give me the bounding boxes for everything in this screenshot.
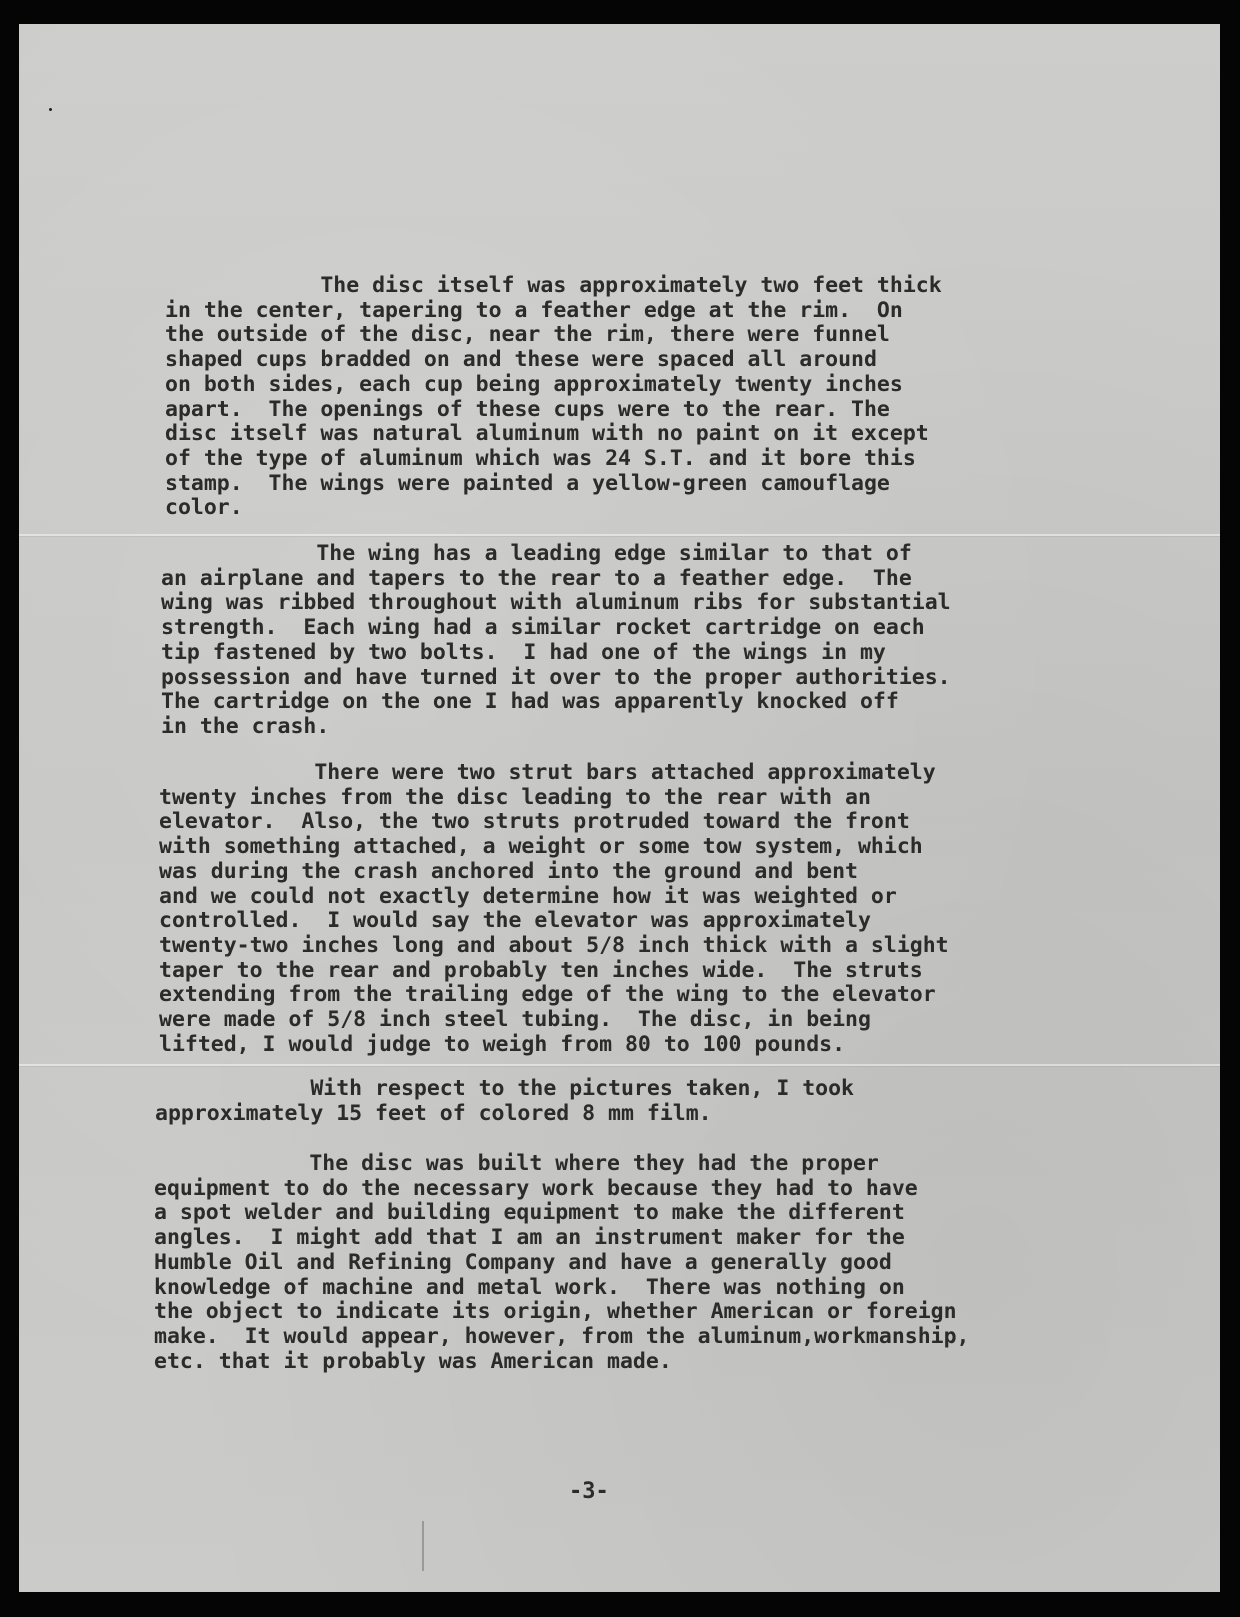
paragraph-strut-description: There were two strut bars attached approximately twenty inches from the disc leading to the rear with an elevator. Also, the two struts protruded toward the front with something attached, a weight or some tow system, which was during the crash anchored into the ground and bent and we could not exactly determine how it was weighted or controlled. I would say the elevator was approximately twenty-two inches long and about 5/8 inch thick with a slight taper to the rear and probably ten inches wide. The struts extending from the trailing edge of the wing to the elevator were made of 5/8 inch steel tubing. The disc, in being lifted, I would judge to weigh from 80 to 100 pounds. [159,760,949,1057]
paper-tear-mark [422,1521,424,1571]
page-number: -3- [569,1479,609,1504]
paper-fold-crease [19,1064,1220,1066]
paper-fold-crease [19,534,1220,536]
paragraph-wing-description: The wing has a leading edge similar to that of an airplane and tapers to the rear to a feather edge. The wing was ribbed throughout with aluminum ribs for substantial strength. Each wing had a similar rocket cartridge on each tip fastened by two bolts. I had one of the wings in my possession and have turned it over to the proper authorities. The cartridge on the one I had was apparently knocked off in the crash. [161,541,951,739]
paragraph-origin-statement: The disc was built where they had the proper equipment to do the necessary work because they had to have a spot welder and building equipment to make the different angles. I might add that I am an instrument maker for the Humble Oil and Refining Company and have a generally good knowledge of machine and metal work. There was nothing on the object to indicate its origin, whether American or foreign make. It would appear, however, from the aluminum,workmanship, etc. that it probably was American made. [154,1151,970,1374]
document-page [19,24,1220,1592]
paragraph-disc-description: The disc itself was approximately two feet thick in the center, tapering to a feather edge at the rim. On the outside of the disc, near the rim, there were funnel shaped cups bradded on and these were spaced all around on both sides, each cup being approximately twenty inches apart. The openings of these cups were to the rear. The disc itself was natural aluminum with no paint on it except of the type of aluminum which was 24 S.T. and it bore this stamp. The wings were painted a yellow-green camouflage color. [165,273,942,521]
paragraph-film-statement: With respect to the pictures taken, I took approximately 15 feet of colored 8 mm film. [155,1076,854,1126]
ink-speck [49,108,52,111]
